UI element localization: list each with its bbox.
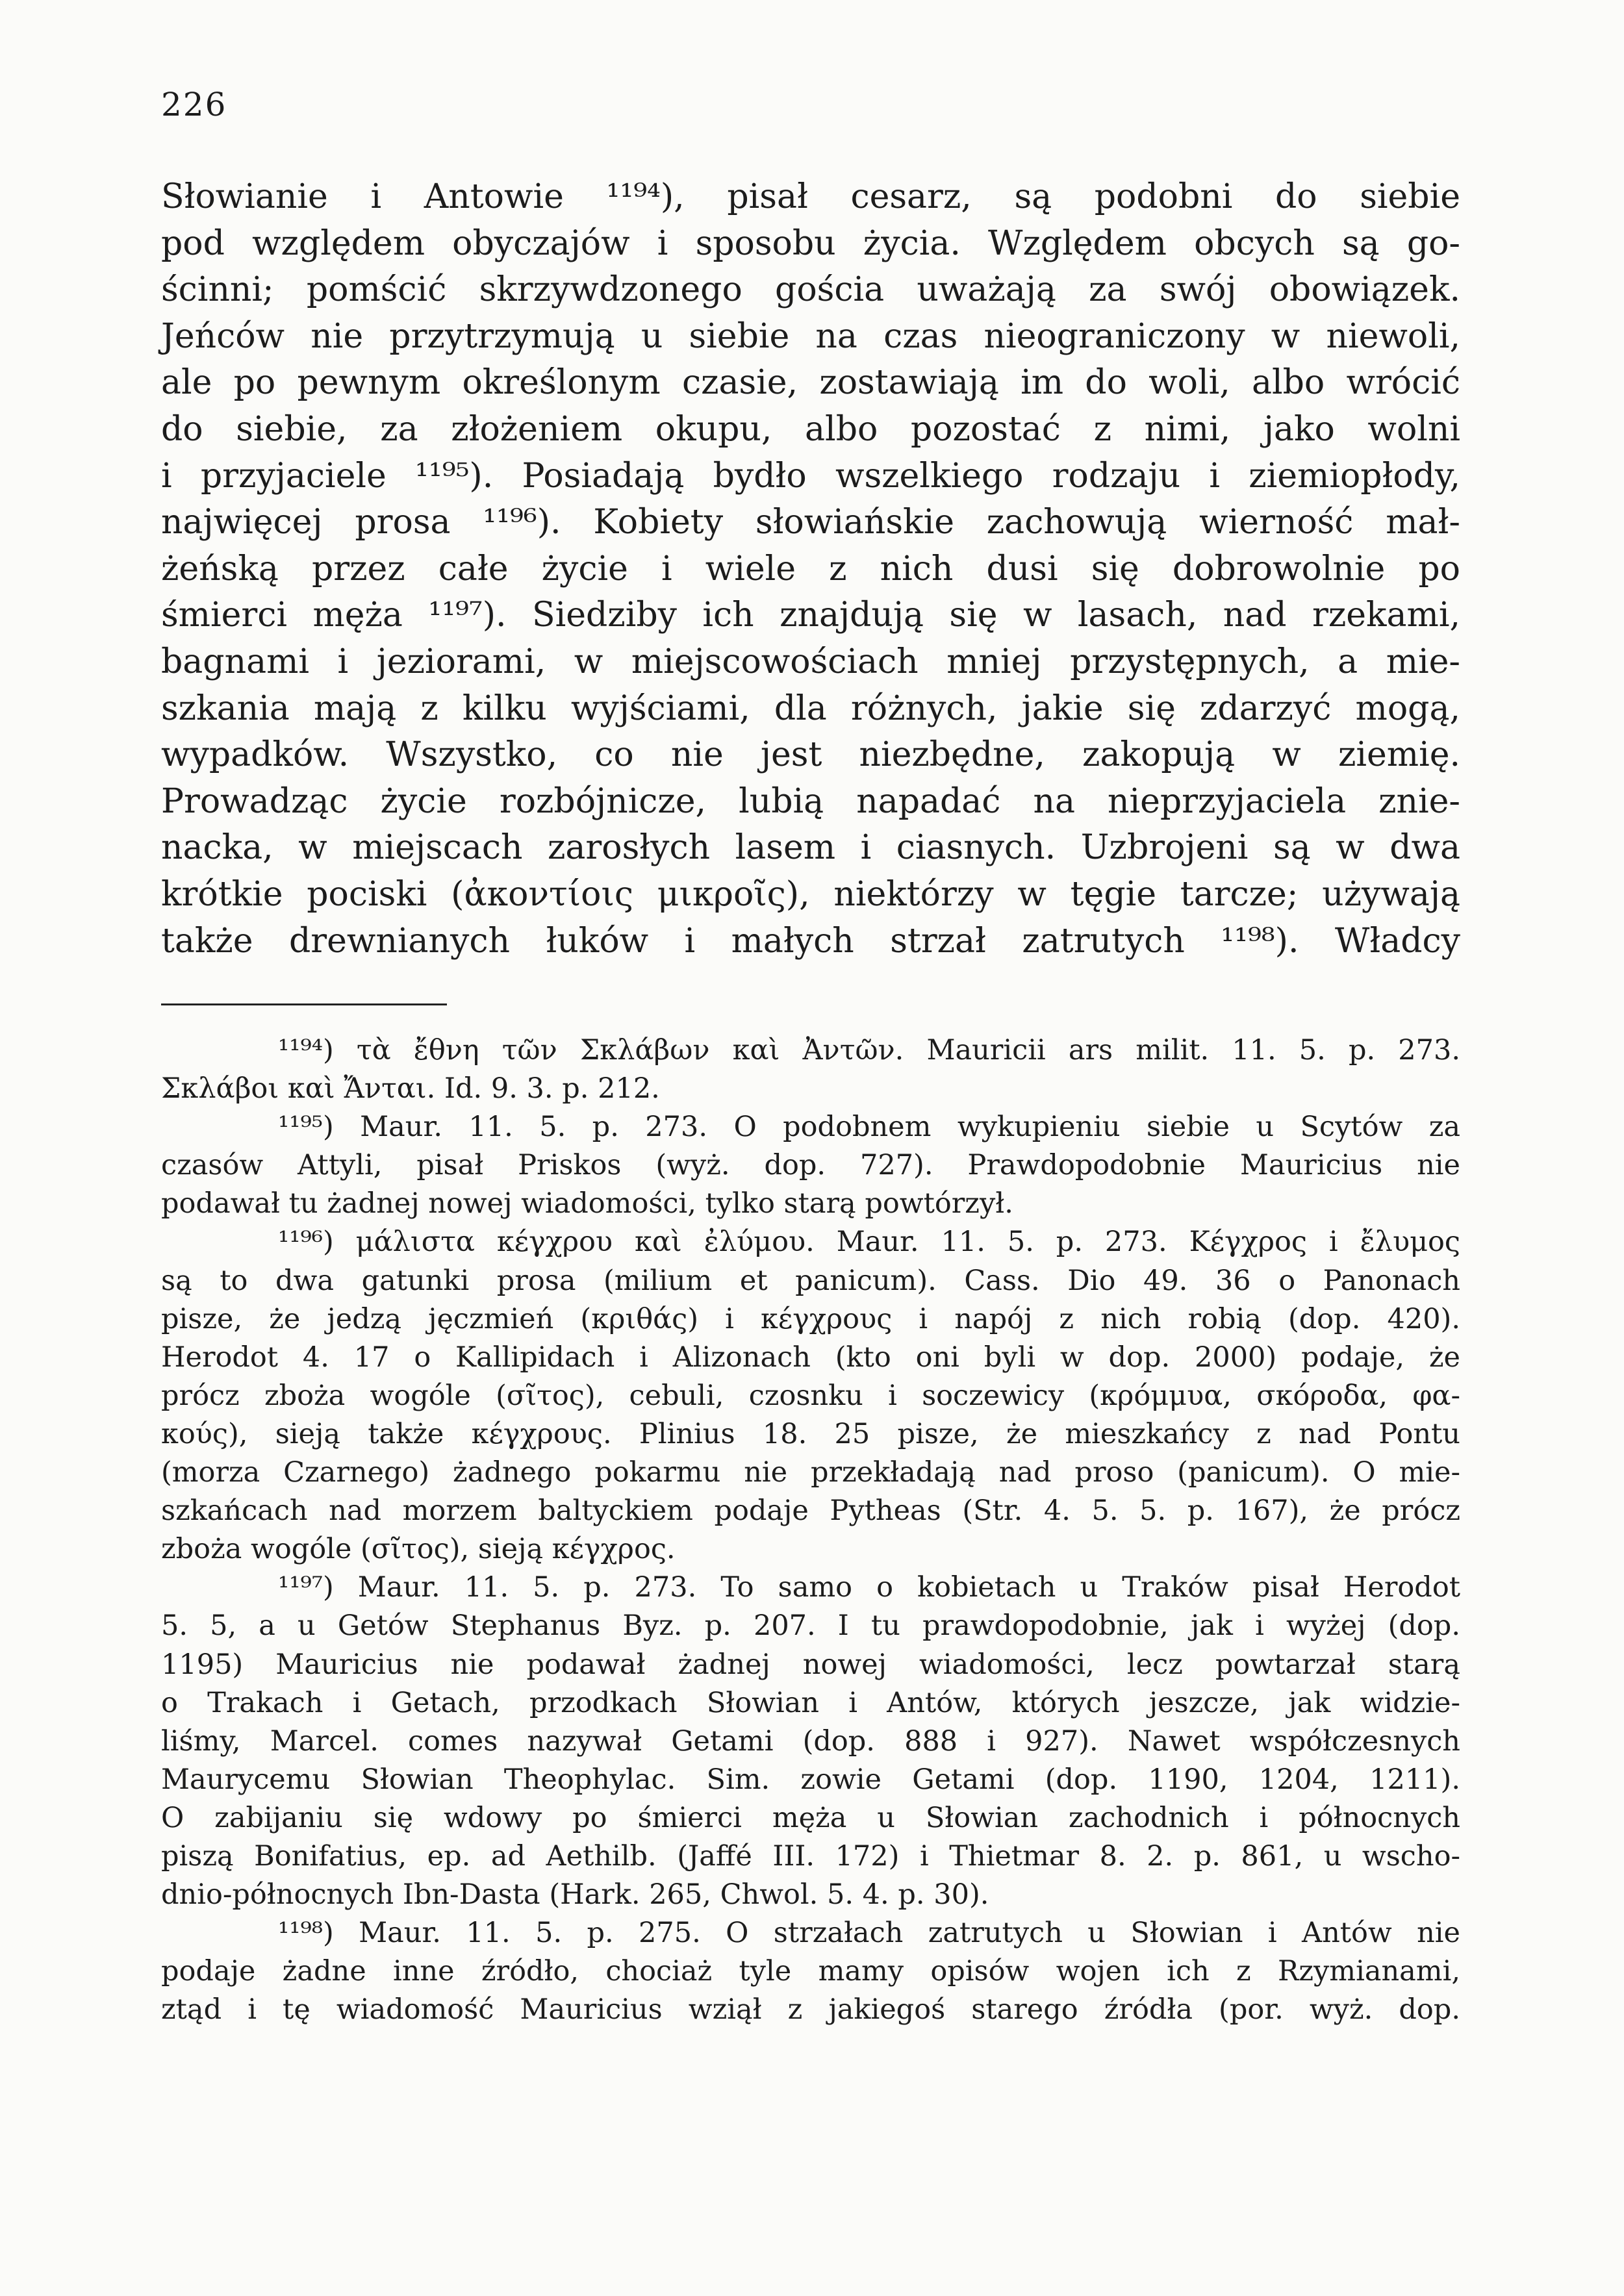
footnote-line: są to dwa gatunki prosa (milium et panicum). Cass. Dio 49. 36 o Panonach [161, 1264, 1460, 1297]
footnote-line: ¹¹⁹⁴) τὰ ἔθνη τῶν Σκλάβων καὶ Ἀντῶν. Mauricii ars milit. 11. 5. p. 273. [278, 1034, 1460, 1066]
footnote-line: dnio-północnych Ibn-Dasta (Hark. 265, Chwol. 5. 4. p. 30). [161, 1878, 989, 1911]
footnote-line: κούς), sieją także κέγχρους. Plinius 18. 25 pisze, że mieszkańcy z nad Pontu [161, 1417, 1460, 1450]
main-text-line: śmierci męża ¹¹⁹⁷). Siedziby ich znajdują się w lasach, nad rzekami, [161, 596, 1460, 635]
main-text-line: i przyjaciele ¹¹⁹⁵). Posiadają bydło wszelkiego rodzaju i ziemiopłody, [161, 456, 1460, 496]
footnotes [161, 1031, 1460, 2029]
footnote-line: liśmy, Marcel. comes nazywał Getami (dop. 888 i 927). Nawet współczesnych [161, 1724, 1460, 1758]
footnote-line: 5. 5, a u Getów Stephanus Byz. p. 207. I tu prawdopodobnie, jak i wyżej (dop. [161, 1609, 1460, 1643]
main-text-line: nacka, w miejscach zarosłych lasem i ciasnych. Uzbrojeni są w dwa [161, 828, 1460, 868]
footnote-line: zboża wogóle (σῖτος), sieją κέγχρος. [161, 1533, 676, 1566]
footnote-line: O zabijaniu się wdowy po śmierci męża u Słowian zachodnich i północnych [161, 1801, 1460, 1834]
footnote-line: pisze, że jedzą jęczmień (κριθάς) i κέγχρους i napój z nich robią (dop. 420). [161, 1302, 1460, 1335]
footnote-divider [161, 1003, 447, 1005]
footnote-line: czasów Attyli, pisał Priskos (wyż. dop. 727). Prawdopodobnie Mauricius nie [161, 1149, 1460, 1182]
footnote-line: Maurycemu Słowian Theophylac. Sim. zowie Getami (dop. 1190, 1204, 1211). [161, 1763, 1460, 1796]
footnote-line: 1195) Mauricius nie podawał żadnej nowej wiadomości, lecz powtarzał starą [161, 1648, 1460, 1681]
footnote-line: prócz zboża wogóle (σῖτος), cebuli, czosnku i soczewicy (κρόμμυα, σκόροδα, φα- [161, 1379, 1460, 1412]
main-text-line: szkania mają z kilku wyjściami, dla różnych, jakie się zdarzyć mogą, [161, 688, 1460, 728]
footnote-line: piszą Bonifatius, ep. ad Aethilb. (Jaffé III. 172) i Thietmar 8. 2. p. 861, u wscho- [161, 1839, 1460, 1873]
main-text-line: bagnami i jeziorami, w miejscowościach mniej przystępnych, a mie- [161, 642, 1460, 681]
main-text-line: pod względem obyczajów i sposobu życia. Względem obcych są go- [161, 223, 1460, 263]
footnote-line: ¹¹⁹⁸) Maur. 11. 5. p. 275. O strzałach zatrutych u Słowian i Antów nie [278, 1917, 1460, 1950]
main-text [161, 174, 1460, 965]
main-text-line: Prowadząc życie rozbójnicze, lubią napadać na nieprzyjaciela znie- [161, 781, 1460, 821]
main-text-line: Słowianie i Antowie ¹¹⁹⁴), pisał cesarz, są podobni do siebie [161, 177, 1460, 216]
main-text-line: ale po pewnym określonym czasie, zostawiają im do woli, albo wrócić [161, 363, 1460, 403]
footnote-line: ztąd i tę wiadomość Mauricius wziął z jakiegoś starego źródła (por. wyż. dop. [161, 1993, 1460, 2026]
footnote-line: podaje żadne inne źródło, chociaż tyle mamy opisów wojen ich z Rzymianami, [161, 1955, 1460, 1988]
footnote-line: szkańcach nad morzem baltyckiem podaje Pytheas (Str. 4. 5. 5. p. 167), że prócz [161, 1495, 1460, 1528]
footnote-line: Σκλάβοι καὶ Ἄνται. Id. 9. 3. p. 212. [161, 1072, 660, 1105]
main-text-line: żeńską przez całe życie i wiele z nich dusi się dobrowolnie po [161, 549, 1460, 588]
main-text-line: ścinni; pomścić skrzywdzonego gościa uważają za swój obowiązek. [161, 270, 1460, 310]
main-text-line: wypadków. Wszystko, co nie jest niezbędne, zakopują w ziemię. [161, 735, 1460, 775]
main-text-line: Jeńców nie przytrzymują u siebie na czas nieograniczony w niewoli, [161, 316, 1460, 356]
page-number: 226 [161, 86, 227, 123]
footnote-line: (morza Czarnego) żadnego pokarmu nie przekładają nad proso (panicum). O mie- [161, 1456, 1460, 1489]
footnote-line: ¹¹⁹⁵) Maur. 11. 5. p. 273. O podobnem wykupieniu siebie u Scytów za [278, 1111, 1460, 1144]
footnote-line: ¹¹⁹⁷) Maur. 11. 5. p. 273. To samo o kobietach u Traków pisał Herodot [278, 1571, 1460, 1604]
footnote-line: o Trakach i Getach, przodkach Słowian i Antów, których jeszcze, jak widzie- [161, 1686, 1460, 1719]
footnote-line: podawał tu żadnej nowej wiadomości, tylko starą powtórzył. [161, 1187, 1013, 1220]
main-text-line: najwięcej prosa ¹¹⁹⁶). Kobiety słowiańskie zachowują wierność mał- [161, 503, 1460, 542]
main-text-line: krótkie pociski (ἀκοντίοις μικροῖς), niektórzy w tęgie tarcze; używają [161, 874, 1460, 914]
main-text-line: do siebie, za złożeniem okupu, albo pozostać z nimi, jako wolni [161, 409, 1460, 449]
footnote-line: Herodot 4. 17 o Kallipidach i Alizonach (kto oni byli w dop. 2000) podaje, że [161, 1341, 1460, 1374]
footnote-line: ¹¹⁹⁶) μάλιστα κέγχρου καὶ ἐλύμου. Maur. 11. 5. p. 273. Κέγχρος i ἔλυμος [278, 1226, 1460, 1259]
main-text-line: także drewnianych łuków i małych strzał zatrutych ¹¹⁹⁸). Władcy [161, 921, 1460, 961]
